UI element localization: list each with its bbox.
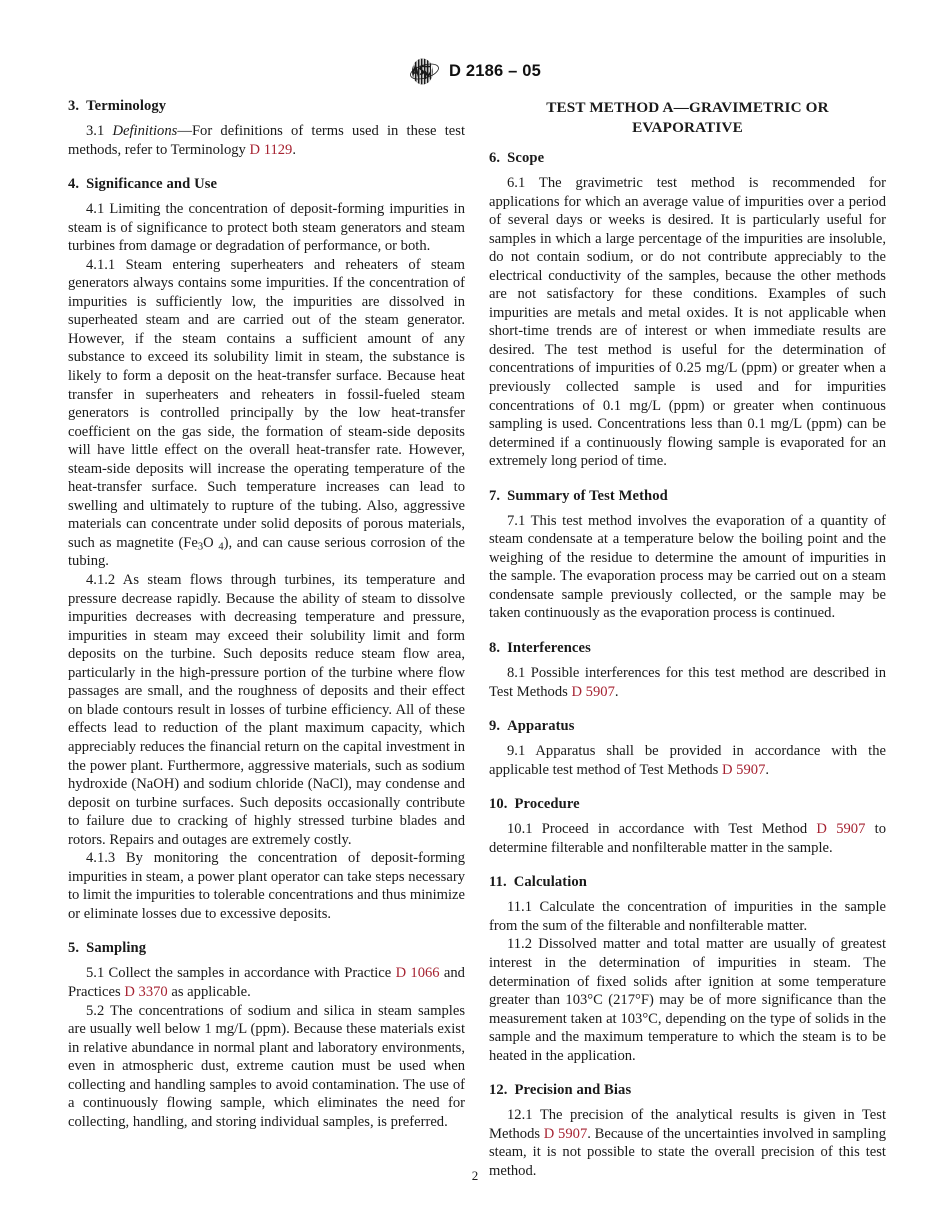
standard-designation: D 2186 – 05	[448, 62, 542, 80]
section-title: Summary of Test Method	[507, 487, 668, 504]
test-method-heading	[489, 98, 886, 138]
section-number: 7.	[489, 487, 501, 504]
two-column-body	[68, 98, 886, 1180]
section-heading-procedure	[489, 796, 886, 813]
section-heading-apparatus	[489, 718, 886, 735]
paragraph-4-1: 4.1 Limiting the concentration of deposit-forming impurities in steam is of significance to protect both steam generators and steam turbines from damage or degradation of performance, or both.	[68, 201, 465, 255]
right-column	[489, 98, 886, 1180]
left-column	[68, 98, 465, 1180]
section-title: Interferences	[507, 640, 591, 657]
paragraph-9-1: 9.1 Apparatus shall be provided in accordance with the applicable test method of Test Methods D 5907.	[489, 743, 886, 778]
section-number: 11.	[489, 874, 507, 891]
section-number: 10.	[489, 796, 508, 813]
astm-logo	[409, 57, 440, 86]
section-spacer	[489, 1065, 886, 1082]
paragraph-4-1-1: 4.1.1 Steam entering superheaters and reheaters of steam generators always contains some impurities. If the concentration of impurities is sufficiently low, the impurities are dissolved in superheated steam and are carried out of the steam generator. However, if the steam contains a sufficient amount of any substance to exceed its solubility limit in steam, the substance is likely to form a deposit on the heat-transfer surface. Because heat transfer in superheaters and reheaters in fossil-fueled steam generators is controlled principally by the low heat-transfer coefficient on the gas side, the formation of steam-side deposits will have little effect on the overall heat-transfer rate. However, steam-side deposits will increase the operating temperature of the heat-transfer surface. Such temperature increases can lead to swelling and ultimately to rupture of the tubing. Also, aggressive materials can concentrate under solid deposits of porous materials, such as magnetite ($Fe_3O$ $_4$), and can cause serious corrosion of the tubing.	[68, 256, 465, 570]
paragraph-7-1: 7.1 This test method involves the evaporation of a quantity of steam condensate at a temperature below the boiling point and the weighing of the residue to determine the amount of impurities in the sample. The evaporation process may be carried out on a steam condensate sample previously collected, or the sample may be taken continuously as the evaporation process is continued.	[489, 512, 886, 622]
heading-spacer	[489, 813, 886, 820]
paragraph-4-1-2: 4.1.2 As steam flows through turbines, its temperature and pressure decrease rapidly. Because the ability of steam to dissolve impurities decreases with decreasing temperature and pressure, impurities in steam may exceed their solubility limit and form deposits on the turbine. Such deposits reduce steam flow area, particularly in the high-pressure portion of the turbine where flow passages are small, and the roughness of deposits and their effect on blade contours result in losses of turbine efficiency. All of these effects lead to reduction of the plant maximum capacity, which appreciably reduces the financial return on the capital investment in the power plant. Furthermore, aggressive materials, such as sodium hydroxide (NaOH) and sodium chloride (NaCl), may condense and deposit on turbine surfaces. Such deposits occasionally contribute to failure due to cracking of highly stressed turbine blades and rotors. Repairs and outages are extremely costly.	[68, 572, 465, 848]
section-title: Precision and Bias	[514, 1082, 632, 1099]
paragraph-8-1: 8.1 Possible interferences for this test method are described in Test Methods D 5907.	[489, 665, 886, 700]
standard-reference-link[interactable]: D 5907	[721, 761, 766, 778]
test-method-heading-line1: TEST METHOD A—GRAVIMETRIC OR	[546, 99, 829, 116]
section-spacer	[489, 779, 886, 796]
heading-spacer	[68, 957, 465, 964]
section-title: Scope	[507, 150, 545, 166]
section-spacer	[489, 623, 886, 640]
heading-spacer	[489, 1099, 886, 1106]
section-heading-summary-of-test-method	[489, 488, 886, 505]
standard-reference-link[interactable]: D 5907	[571, 683, 615, 700]
heading-spacer	[489, 735, 886, 742]
heading-spacer	[489, 167, 886, 174]
section-title: Sampling	[86, 940, 147, 957]
paragraph-6-1: 6.1 The gravimetric test method is recommended for applications for which an average value of impurities over a period of several days or weeks is desired. It is particularly useful for samples in which a large percentage of the impurities are insoluble, do not contain sodium, or do not contribute appreciably to the electrical conductivity of the samples, because the other methods are not satisfactory for these conditions. Examples of such impurities are metals and metal oxides. It is not applicable when short-time trends are of interest or when immediate results are desired. The test method is useful for the determination of concentrations of impurities of 0.25 mg/L (ppm) or greater when a previously collected sample is used and for impurities concentrations of 0.1 mg/L (ppm) or greater when continuous sampling is used. Concentrations less than 0.1 mg/L (ppm) can be determined if a continuously flowing sample is evaporated for an extremely long period of time.	[489, 175, 886, 470]
section-heading-sampling	[68, 940, 465, 957]
section-heading-precision-and-bias	[489, 1082, 886, 1099]
section-spacer	[489, 471, 886, 488]
heading-spacer	[489, 891, 886, 898]
page-number: 2	[471, 1168, 479, 1183]
section-heading-terminology	[68, 98, 465, 115]
section-heading-interferences	[489, 640, 886, 657]
standard-reference-link[interactable]: D 1066	[395, 965, 440, 982]
section-number: 8.	[489, 640, 501, 657]
paragraph-3-1: 3.1 Definitions—For definitions of terms used in these test methods, refer to Terminology D 1129.	[68, 123, 466, 158]
test-method-heading-line2: EVAPORATIVE	[632, 119, 743, 136]
section-title: Procedure	[514, 796, 580, 813]
section-number: 5.	[68, 940, 80, 957]
section-spacer	[489, 701, 886, 718]
heading-spacer	[489, 657, 886, 664]
heading-spacer	[68, 115, 465, 122]
section-title: Terminology	[86, 98, 167, 114]
standard-reference-link[interactable]: D 5907	[816, 821, 866, 838]
section-spacer	[68, 159, 465, 176]
paragraph-5-2: 5.2 The concentrations of sodium and silica in steam samples are usually well below 1 mg/L (ppm). Because these materials exist in relative abundance in normal plant and laboratory environments, even in atmospheric dust, extreme caution must be used when collecting and handling samples to avoid contamination. The use of a continuously flowing sample, which eliminates the need for collecting, handling, and storing individual samples, is preferred.	[68, 1002, 465, 1130]
section-spacer	[68, 923, 465, 940]
section-number: 3.	[68, 98, 80, 114]
section-spacer	[489, 857, 886, 874]
paragraph-4-1-3: 4.1.3 By monitoring the concentration of deposit-forming impurities in steam, a power plant operator can take steps necessary to limit the impurities to tolerable concentrations and thus minimize or eliminate losses due to excessive deposits.	[68, 850, 465, 922]
paragraph-10-1: 10.1 Proceed in accordance with Test Method D 5907 to determine filterable and nonfilterable matter in the sample.	[489, 821, 887, 856]
heading-spacer	[68, 193, 465, 200]
paragraph-12-1: 12.1 The precision of the analytical results is given in Test Methods D 5907. Because of the uncertainties involved in sampling steam, it is not possible to state the overall precision of this test method.	[489, 1107, 886, 1179]
section-heading-significance-and-use	[68, 176, 465, 193]
paragraph-11-2: 11.2 Dissolved matter and total matter are usually of greatest interest in the determination of impurities in steam. The determination of fixed solids after ignition at some temperature greater than 103°C (217°F) may be of more significance than the measurement taken at 103°C, depending on the type of solids in the sample and the maximum temperature to which the steam is to be heated in the application.	[489, 936, 886, 1064]
section-title: Significance and Use	[86, 176, 218, 193]
section-number: 12.	[489, 1082, 508, 1099]
heading-spacer	[489, 505, 886, 512]
section-title: Apparatus	[507, 718, 575, 735]
page-header	[0, 57, 950, 86]
section-number: 9.	[489, 718, 501, 735]
standard-reference-link[interactable]: D 1129	[249, 141, 293, 158]
section-number: 6.	[489, 150, 501, 166]
section-heading-scope	[489, 150, 886, 167]
section-title: Calculation	[513, 874, 588, 891]
section-number: 4.	[68, 176, 80, 193]
standard-reference-link[interactable]: D 3370	[124, 983, 168, 1000]
standard-reference-link[interactable]: D 5907	[543, 1125, 588, 1142]
paragraph-11-1: 11.1 Calculate the concentration of impurities in the sample from the sum of the filterable and nonfilterable matter.	[489, 899, 886, 934]
section-heading-calculation	[489, 874, 886, 891]
paragraph-5-1: 5.1 Collect the samples in accordance with Practice D 1066 and Practices D 3370 as applicable.	[68, 965, 465, 1000]
